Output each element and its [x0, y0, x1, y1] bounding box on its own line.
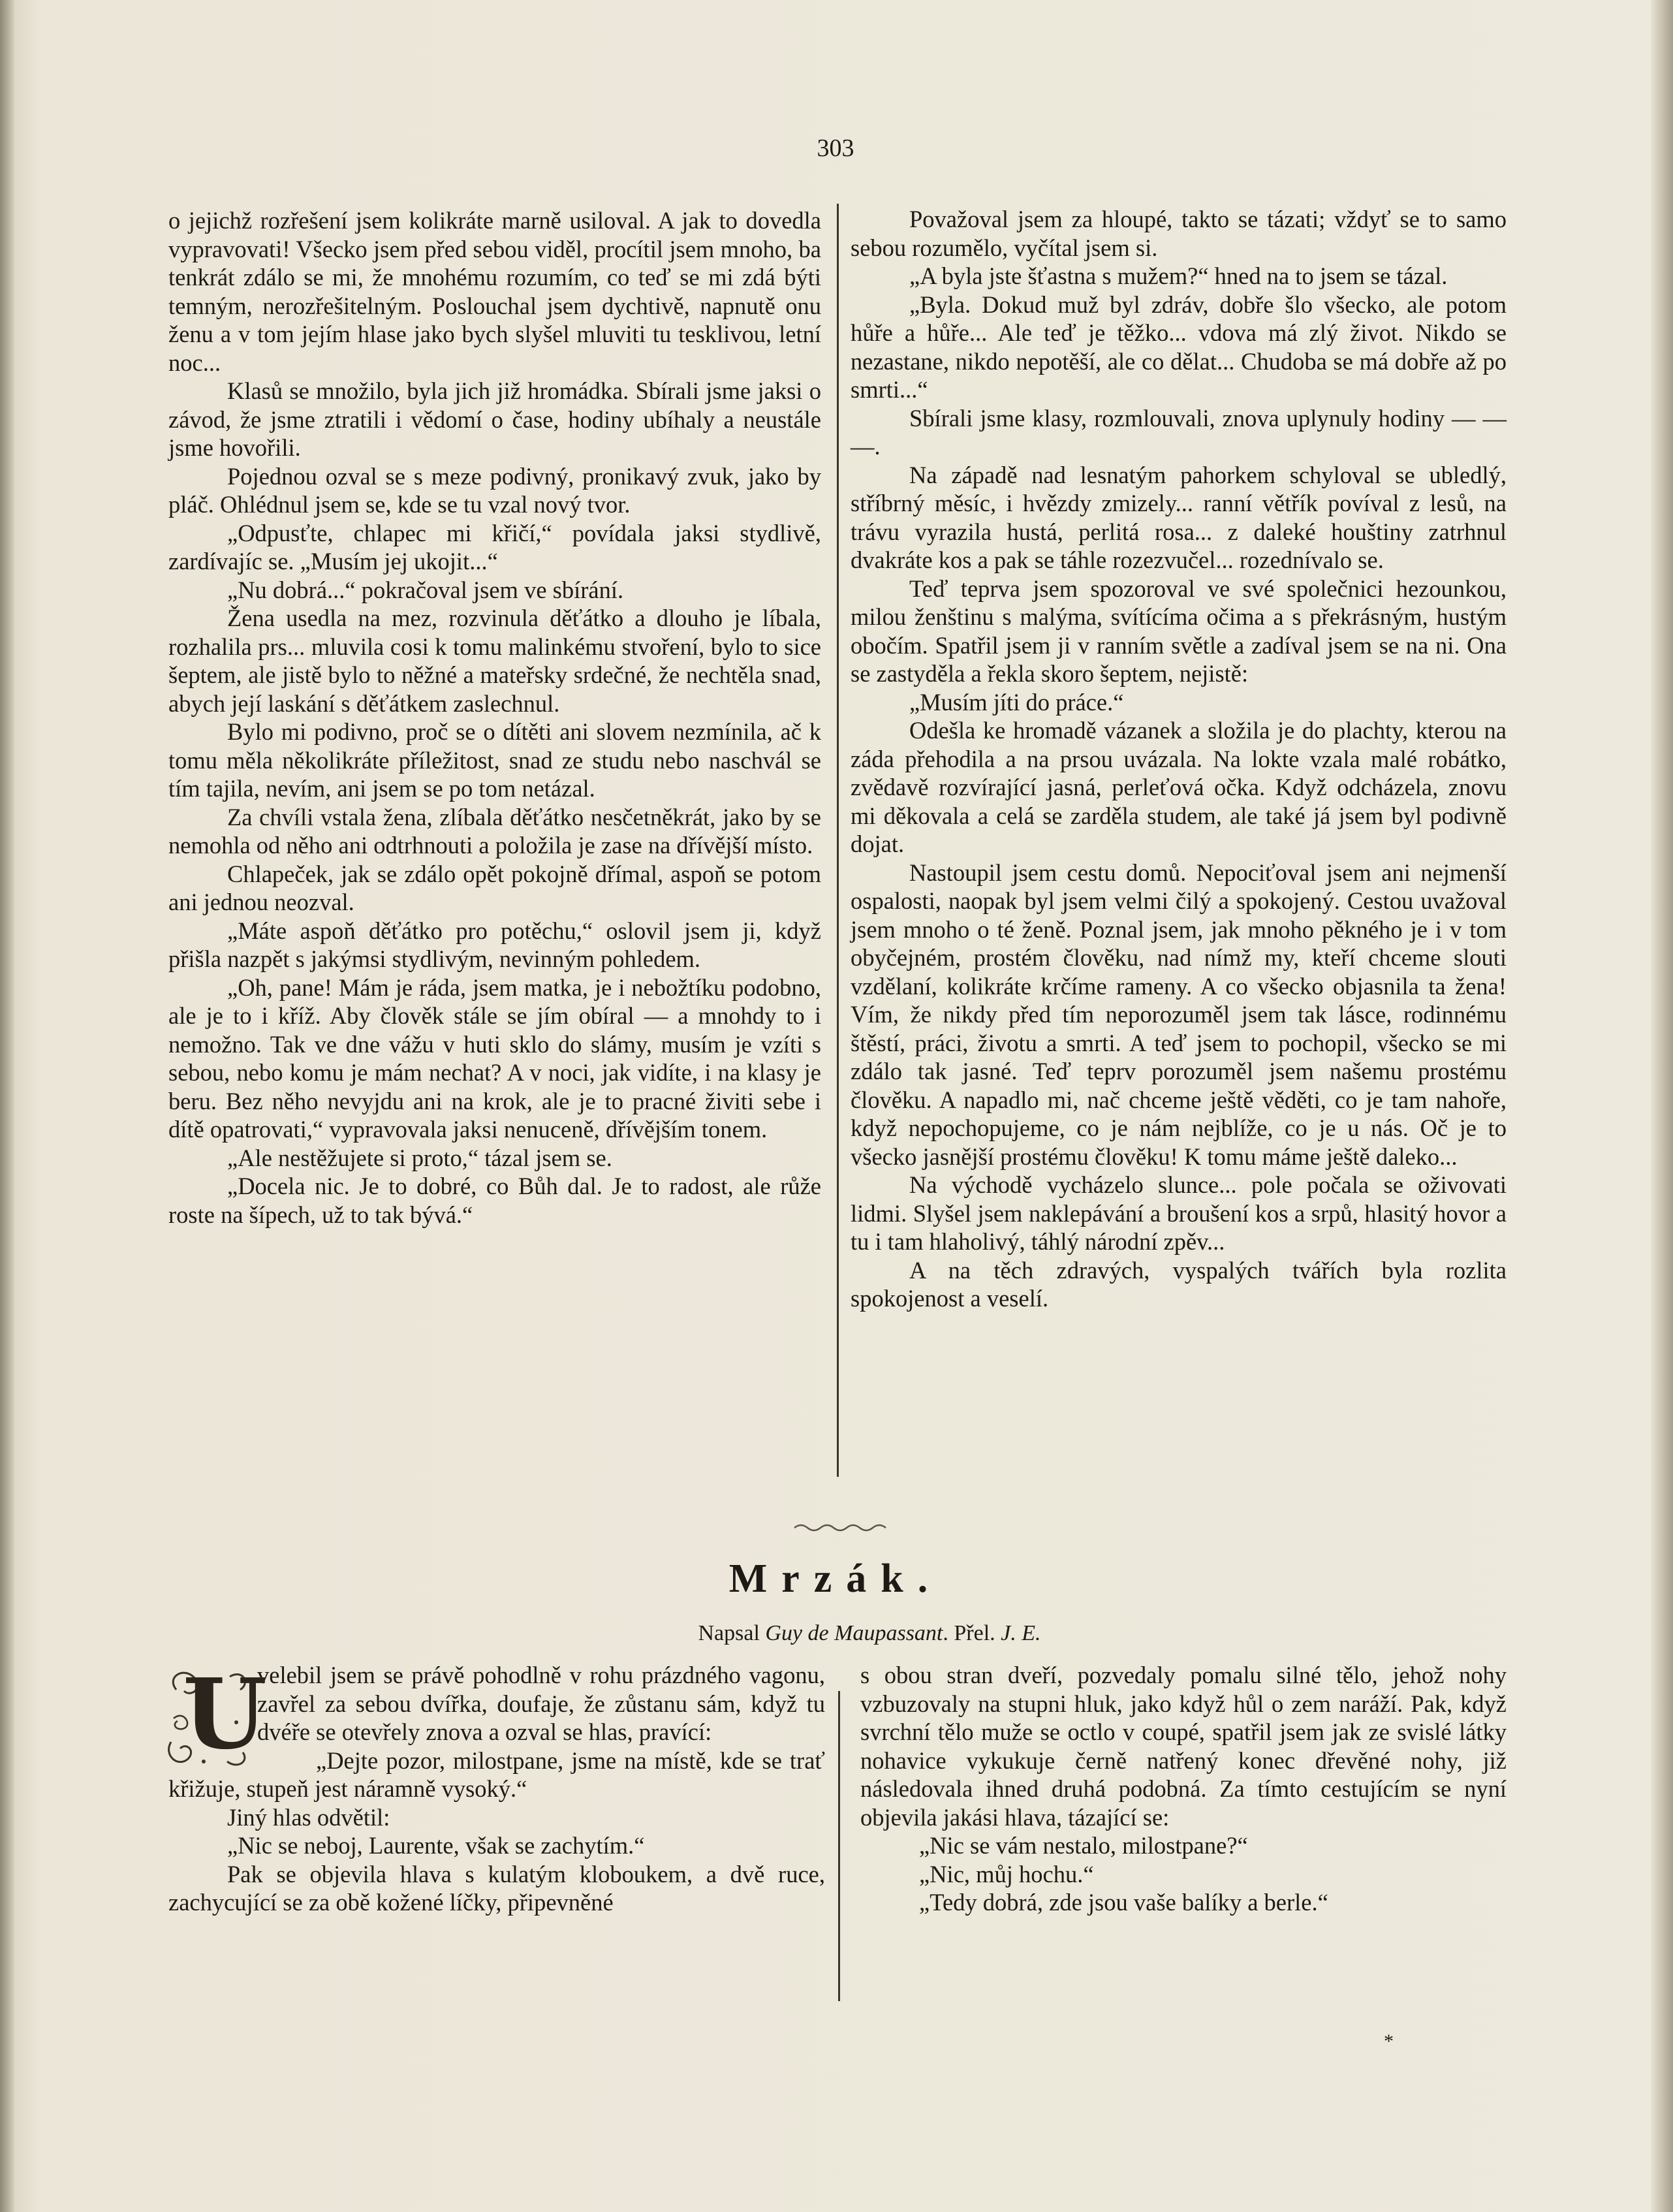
paragraph: „Nic, můj hochu.“ — [919, 1860, 1094, 1888]
paragraph: „A byla jste šťastna s mužem?“ hned na to jsem se tázal. — [909, 262, 1448, 289]
paragraph: Nastoupil jsem cestu domů. Nepociťoval jsem ani nejmenší ospalosti, naopak byl jsem velmi čilý a spokojený. Cestou uvažoval jsem mnoho o té ženě. Poznal jsem, jak mnoho pěkného je i v tom obyčejném, prostém člověku, nad nímž my, kteří chceme slouti vzdělaní, kolikráte krčíme rameny. A co všecko objasnila ta žena! Vím, že nikdy před tím neporozuměl jsem tak lásce, rodinnému štěstí, práci, životu a smrti. A teď jsem to pochopil, všecko se mi zdálo tak jasné. Teď teprv porozuměl jsem našemu prostému člověku. A napadlo mi, nač chceme ještě věděti, co je tam nahoře, když nepochopujeme, co je nám nejblíže, co je u nás. Oč je to všecko jasnější prostému člověku! K tomu máme ještě daleko... — [851, 859, 1507, 1170]
story-title: Mrzák. — [728, 1556, 943, 1601]
paragraph: „Odpusťte, chlapec mi křičí,“ povídala jaksi stydlivě, zardívajíc se. „Musím jej ukojit...“ — [168, 519, 821, 575]
column-rule — [837, 204, 839, 1477]
page-edge — [1651, 0, 1673, 2212]
paragraph: „Byla. Dokud muž byl zdráv, dobře šlo všecko, ale potom hůře a hůře... Ale teď je těžko... vdova má zlý život. Nikdo se nezastane, nikdo nepotěší, ale co dělat... Chudoba se má dobře až po smrti...“ — [851, 291, 1507, 403]
paragraph: Bylo mi podivno, proč se o dítěti ani slovem nezmínila, ač k tomu měla několikráte příležitost, snad ze studu nebo naschvál se tím tajila, nevím, ani jsem se po tom netázal. — [168, 718, 821, 802]
story-right-column — [860, 1661, 1507, 1917]
byline-translator-label: . Přel. — [943, 1621, 1001, 1645]
binding-gutter — [0, 0, 14, 2212]
translator-name: J. E. — [1001, 1621, 1041, 1645]
paragraph: s obou stran dveří, pozvedaly pomalu silné tělo, jehož nohy vzbuzovaly na stupni hluk, jako když hůl o zem naráží. Pak, když svrchní tělo muže se octlo v coupé, spatřil jsem jak ze svislé látky nohavice vykukuje černě natřený konec dřevěné nohy, již následovala ihned druhá podobná. Za tímto cestujícím se nyní objevila jakási hlava, tázající se: — [860, 1662, 1507, 1831]
paragraph: Považoval jsem za hloupé, takto se tázati; vždyť se to samo sebou rozumělo, vyčítal jsem si. — [851, 206, 1507, 261]
paragraph: „Nic se vám nestalo, milostpane?“ — [919, 1832, 1248, 1859]
paragraph: „Ale nestěžujete si proto,“ tázal jsem se. — [227, 1144, 612, 1171]
story-left-column — [168, 1657, 825, 1917]
paragraph: „Nic se neboj, Laurente, však se zachytím.“ — [227, 1832, 645, 1859]
paragraph: o jejichž rozřešení jsem kolikráte marně usiloval. A jak to dovedla vypravovati! Všecko jsem před sebou viděl, procítil jsem mnoho, ba tenkrát zdálo se mi, že mnohému rozumím, co teď se mi zdá býti temným, nerozřešitelným. Poslouchal jsem dychtivě, napnutě onu ženu a v tom jejím hlase jako bych slyšel mluviti tu tesklivou, letní noc... — [168, 207, 821, 376]
paragraph: „Dejte pozor, milostpane, jsme na místě, kde se trať křižuje, stupeň jest náramně vysoký.“ — [168, 1746, 825, 1802]
paragraph: Teď teprva jsem spozoroval ve své společnici hezounkou, milou ženštinu s malýma, svítícíma očima a s překrásným, hustým obočím. Spatřil jsem ji v ranním světle a zadíval jsem se na ni. Ona se zastyděla a řekla skoro šeptem, nejistě: — [851, 575, 1507, 687]
paragraph: Odešla ke hromadě vázanek a složila je do plachty, kterou na záda přehodila a na prsou uvázala. Na lokte vzala malé robátko, zvědavě rozvírající jasná, perleťová očka. Když odcházela, znovu mi děkovala a celá se zarděla studem, ale také já jsem byl podivně dojat. — [851, 717, 1507, 857]
paragraph: Pak se objevila hlava s kulatým kloboukem, a dvě ruce, zachycující se za obě kožené líčky, připevněné — [168, 1860, 825, 1916]
paragraph: A na těch zdravých, vyspalých tvářích byla rozlita spokojenost a veselí. — [851, 1256, 1507, 1312]
paragraph: Pojednou ozval se s meze podivný, pronikavý zvuk, jako by pláč. Ohlédnul jsem se, kde se tu vzal nový tvor. — [168, 462, 821, 518]
top-right-column — [851, 205, 1507, 1313]
paragraph: „Máte aspoň děťátko pro potěchu,“ oslovil jsem ji, když přišla nazpět s jakýmsi stydlivým, nevinným pohledem. — [168, 917, 821, 972]
paragraph: „Oh, pane! Mám je ráda, jsem matka, je i nebožtíku podobno, ale je to i kříž. Aby člověk stále se jím obíral — a mnohdy to i nemožno. Tak ve dne vážu v huti sklo do slámy, musím je vzíti s sebou, nebo komu je mám nechat? A v noci, jak vidíte, i na klasy je beru. Bez něho nevyjdu ani na krok, ale je to pracné živiti sebe i dítě opatrovati,“ vypravovala jaksi nenuceně, dřívějším tonem. — [168, 973, 821, 1143]
paragraph: Chlapeček, jak se zdálo opět pokojně dřímal, aspoň se potom ani jednou neozval. — [168, 860, 821, 915]
column-rule — [838, 1691, 840, 2001]
paragraph: Klasů se množilo, byla jich již hromádka. Sbírali jsme jaksi o závod, že jsme ztratili i vědomí o čase, hodiny ubíhaly a neustále jsme hovořili. — [168, 377, 821, 461]
top-left-column — [168, 206, 821, 1229]
paragraph: Sbírali jsme klasy, rozmlouvali, znova uplynuly hodiny — — —. — [851, 404, 1507, 460]
paragraph: Jiný hlas odvětil: — [227, 1803, 390, 1831]
section-ornament — [793, 1521, 891, 1534]
paragraph: „Tedy dobrá, zde jsou vaše balíky a berle.“ — [919, 1889, 1328, 1916]
paragraph: Na východě vycházelo slunce... pole počala se oživovati lidmi. Slyšel jsem naklepávání a broušení kos a srpů, hlasitý hovor a tu i tam hlaholivý, táhlý národní zpěv... — [851, 1171, 1507, 1255]
paragraph: Na západě nad lesnatým pahorkem schyloval se ubledlý, stříbrný měsíc, i hvězdy zmizely... ranní větřík povíval z lesů, na trávu vyrazila hustá, perlitá rosa... z daleké houštiny zatrhnul dvakráte kos a pak se táhle rozezvučel... rozednívalo se. — [851, 461, 1507, 573]
author-name: Guy de Maupassant — [765, 1621, 943, 1645]
paragraph: Za chvíli vstala žena, zlíbala děťátko nesčetněkrát, jako by se nemohla od něho ani odtrhnouti a položila je zase na dřívější místo. — [168, 803, 821, 859]
paragraph: Žena usedla na mez, rozvinula děťátko a dlouho je líbala, rozhalila prs... mluvila cosi k tomu malinkému stvoření, bylo to sice šeptem, ale jistě bylo to něžné a mateřsky srdečné, že nechtěla snad, abych její laskání s děťátkem zaslechnul. — [168, 605, 821, 717]
paragraph: „Musím jíti do práce.“ — [909, 688, 1124, 716]
page-number: 303 — [817, 134, 854, 162]
dropcap-letter: U — [183, 1657, 268, 1771]
paragraph: „Docela nic. Je to dobré, co Bůh dal. Je to radost, ale růže roste na šípech, už to tak bývá.“ — [168, 1173, 821, 1228]
paragraph: „Nu dobrá...“ pokračoval jsem ve sbírání. — [227, 576, 624, 603]
byline-prefix: Napsal — [698, 1621, 766, 1645]
byline — [634, 1621, 1104, 1646]
opening-paragraph — [168, 1657, 825, 1771]
footer-mark: * — [1384, 2030, 1394, 2052]
paragraph-text: velebil jsem se právě pohodlně v rohu prázdného vagonu, zavřel za sebou dvířka, doufaje, že zůstanu sám, když tu dvéře se otevřely znova a ozval se hlas, pravící: — [257, 1662, 825, 1745]
ornamental-initial — [164, 1657, 268, 1775]
